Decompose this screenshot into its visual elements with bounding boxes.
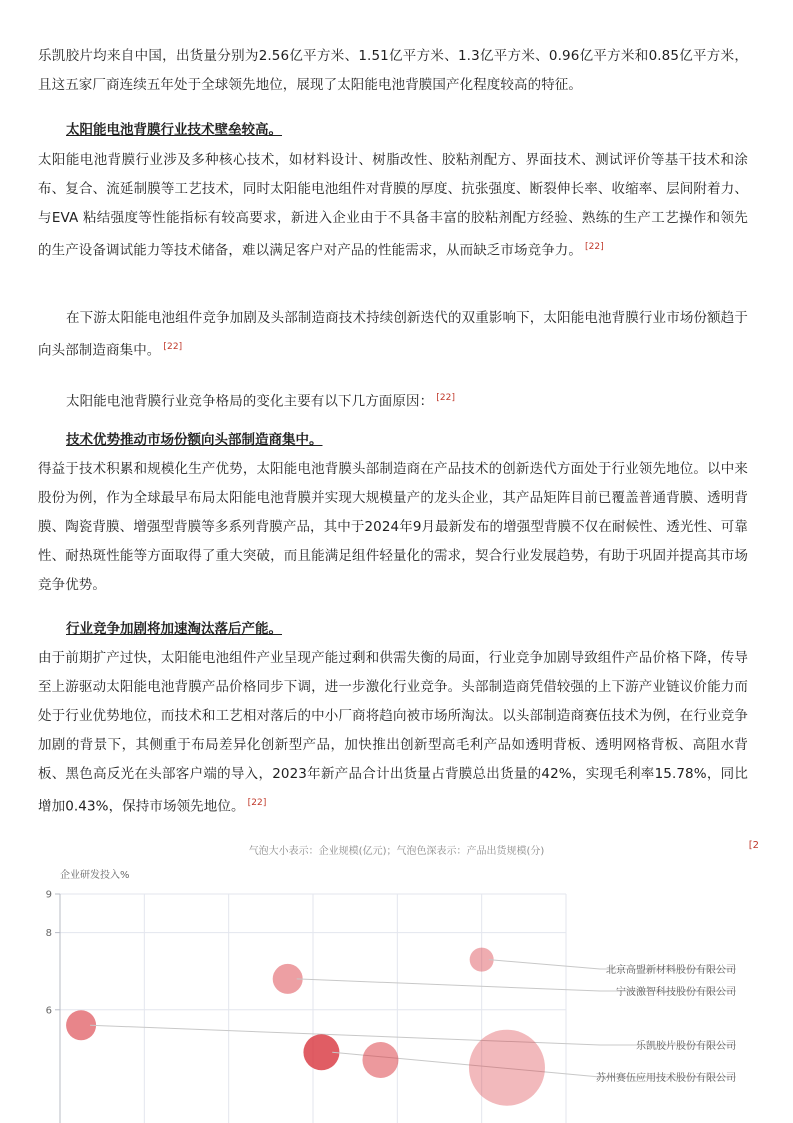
y-tick-label: 9: [45, 889, 52, 901]
citation-ref[interactable]: [22]: [585, 242, 604, 252]
bubble-label: 宁波激智科技股份有限公司: [616, 987, 736, 998]
heading-tech-barrier: 太阳能电池背膜行业技术壁垒较高。: [66, 122, 282, 138]
citation-ref[interactable]: [22]: [247, 798, 267, 808]
heading-tech-advantage: 技术优势推动市场份额向头部制造商集中。: [66, 432, 323, 448]
bubble-label: 北京高盟新材料股份有限公司: [606, 965, 736, 976]
bubble-chart: [0, 832, 793, 1123]
paragraph-tech-advantage: 得益于技术积累和规模化生产优势，太阳能电池背膜头部制造商在产品技术的创新迭代方面处于行业领先地位。以中来股份为例，作为全球最早布局太阳能电池背膜并实现大规模量产的龙头企业，其产品矩阵目前已覆盖普通背膜、透明背膜、陶瓷背膜、增强型背膜等多系列背膜产品，其中于2024年9月最新发布的增强型背膜不仅在耐候性、透光性、可靠性、耐热斑性能等方面取得了重大突破，而且能满足组件轻量化的需求，契合行业发展趋势，有助于巩固并提高其市场竞争优势。: [38, 461, 748, 593]
paragraph-tech-barrier: 太阳能电池背膜行业涉及多种核心技术，如材料设计、树脂改性、胶粘剂配方、界面技术、测试评价等基干技术和涂布、复合、流延制膜等工艺技术，同时太阳能电池组件对背膜的厚度、抗张强度、断裂伸长率、收缩率、层间附着力、与EVA 粘结强度等性能指标有较高要求，新进入企业由于不具备丰富的胶粘剂配方经验、熟练的生产工艺操作和领先的生产设备调试能力等技术储备，难以满足客户对产品的性能需求，从而缺乏市场竞争力。 [22]: [38, 152, 748, 259]
citation-ref[interactable]: [22]: [436, 393, 456, 403]
paragraph-shipment-summary: 乐凯胶片均来自中国，出货量分别为2.56亿平方米、1.51亿平方米、1.3亿平方米、0.96亿平方米和0.85亿平方米，且这五家厂商连续五年处于全球领先地位，展现了太阳能电池背膜国产化程度较高的特征。: [38, 48, 748, 93]
y-axis-label: 企业研发投入%: [60, 870, 130, 881]
y-tick-label: 6: [45, 1005, 52, 1017]
y-tick-label: 8: [45, 928, 52, 940]
chart-citation-ref[interactable]: [2: [748, 840, 759, 851]
bubble-label: 乐凯胶片股份有限公司: [636, 1041, 736, 1052]
bubble-label: 苏州赛伍应用技术股份有限公司: [596, 1073, 736, 1084]
chart-subtitle: 气泡大小表示：企业规模(亿元)；气泡色深表示：产品出货规模(分): [248, 846, 545, 857]
bubble: [362, 1042, 398, 1078]
bubble: [469, 1030, 545, 1106]
paragraph-market-concentration: 在下游太阳能电池组件竞争加剧及头部制造商技术持续创新迭代的双重影响下，太阳能电池背膜行业市场份额趋于向头部制造商集中。 [22]: [38, 310, 748, 359]
heading-competition: 行业竞争加剧将加速淘汰落后产能。: [66, 621, 282, 637]
paragraph-reasons-intro: 太阳能电池背膜行业竞争格局的变化主要有以下几方面原因： [22]: [66, 393, 456, 410]
citation-ref[interactable]: [22]: [163, 342, 183, 352]
paragraph-competition: 由于前期扩产过快，太阳能电池组件产业呈现产能过剩和供需失衡的局面，行业竞争加剧导致组件产品价格下降，传导至上游驱动太阳能电池背膜产品价格同步下调，进一步激化行业竞争。头部制造商凭借较强的上下游产业链议价能力而处于行业优势地位，而技术和工艺相对落后的中小厂商将趋向被市场所淘汰。以头部制造商赛伍技术为例，在行业竞争加剧的背景下，其侧重于布局差异化创新型产品，加快推出创新型高毛利产品如透明背板、透明网格背板、高阻水背板、黑色高反光在头部客户端的导入，2023年新产品合计出货量占背膜总出货量的42%，实现毛利率15.78%，同比增加0.43%，保持市场领先地位。 [22]: [38, 650, 748, 815]
